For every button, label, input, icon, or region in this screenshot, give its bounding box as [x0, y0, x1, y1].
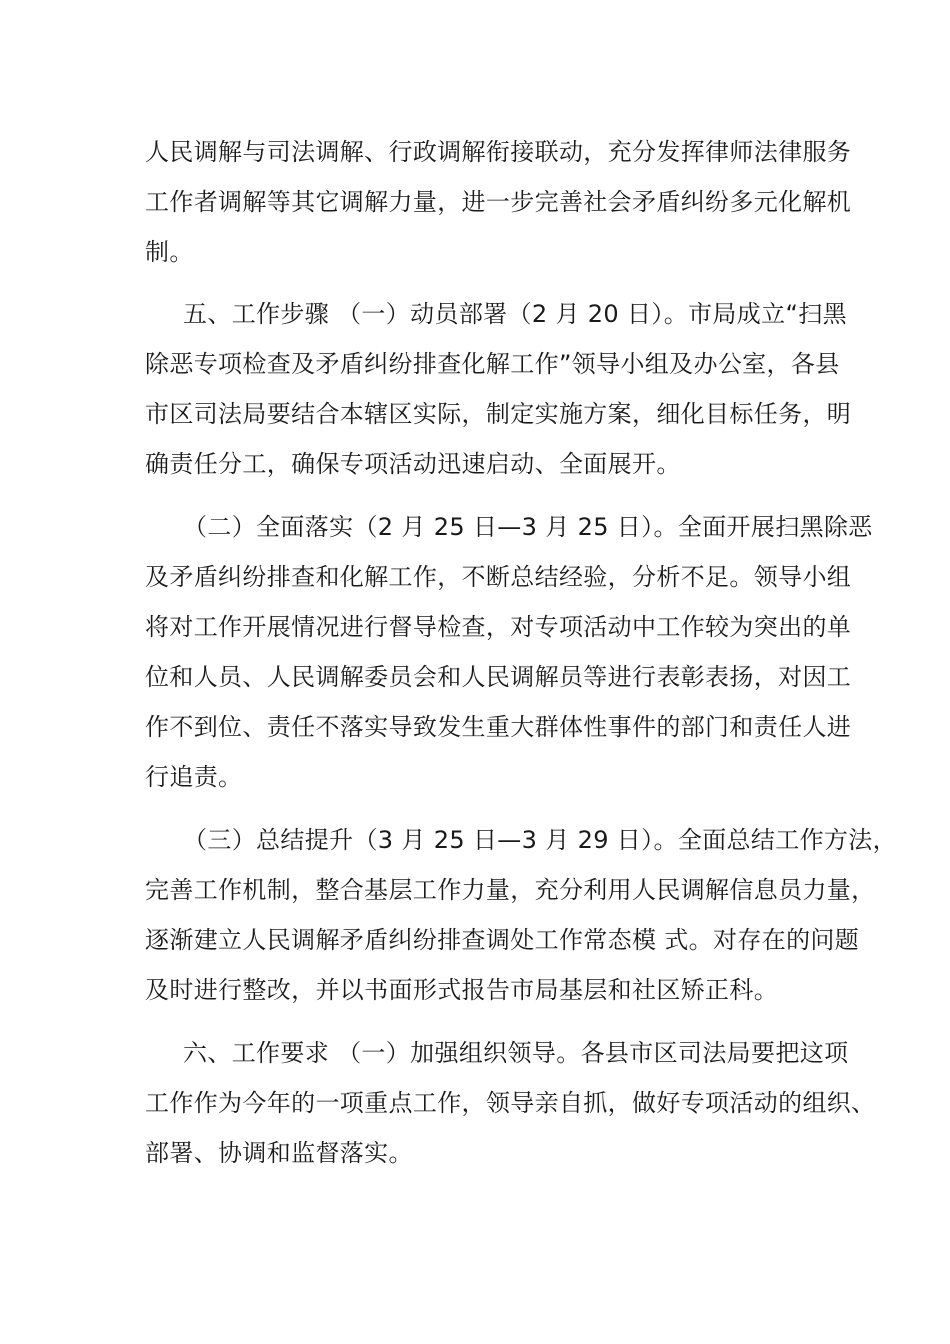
paragraph-2-line-4: 确责任分工，确保专项活动迅速启动、全面展开。	[145, 450, 681, 478]
paragraph-2-line-3: 市区司法局要结合本辖区实际，制定实施方案，细化目标任务，明	[145, 400, 852, 428]
paragraph-4-line-3: 逐渐建立人民调解矛盾纠纷排查调处工作常态模 式。对存在的问题	[145, 926, 860, 954]
paragraph-4-line-2: 完善工作机制，整合基层工作力量，充分利用人民调解信息员力量，	[145, 876, 876, 904]
paragraph-4-line-4: 及时进行整改，并以书面形式报告市局基层和社区矫正科。	[145, 976, 779, 1004]
paragraph-1-line-3: 制。	[145, 238, 194, 266]
paragraph-3-line-1: （二）全面落实（2 月 25 日—3 月 25 日）。全面开展扫黑除恶	[183, 513, 873, 541]
paragraph-5-line-2: 工作作为今年的一项重点工作，领导亲自抓，做好专项活动的组织、	[145, 1089, 876, 1117]
paragraph-4-line-1: （三）总结提升（3 月 25 日—3 月 29 日）。全面总结工作方法，	[183, 826, 897, 854]
paragraph-1-line-2: 工作者调解等其它调解力量，进一步完善社会矛盾纠纷多元化解机	[145, 188, 852, 216]
paragraph-3-line-5: 作不到位、责任不落实导致发生重大群体性事件的部门和责任人进	[145, 713, 852, 741]
paragraph-2-line-2: 除恶专项检查及矛盾纠纷排查化解工作”领导小组及办公室，各县	[145, 350, 840, 378]
paragraph-2-line-1: 五、工作步骤 （一）动员部署（2 月 20 日）。市局成立“扫黑	[183, 300, 847, 328]
paragraph-5-line-1: 六、工作要求 （一）加强组织领导。各县市区司法局要把这项	[183, 1039, 849, 1067]
paragraph-3-line-6: 行追责。	[145, 763, 243, 791]
paragraph-1-line-1: 人民调解与司法调解、行政调解衔接联动，充分发挥律师法律服务	[145, 138, 852, 166]
paragraph-3-line-4: 位和人员、人民调解委员会和人民调解员等进行表彰表扬，对因工	[145, 663, 852, 691]
paragraph-3-line-2: 及矛盾纠纷排查和化解工作，不断总结经验，分析不足。领导小组	[145, 563, 852, 591]
paragraph-5-line-3: 部署、协调和监督落实。	[145, 1139, 413, 1167]
paragraph-3-line-3: 将对工作开展情况进行督导检查，对专项活动中工作较为突出的单	[145, 613, 852, 641]
